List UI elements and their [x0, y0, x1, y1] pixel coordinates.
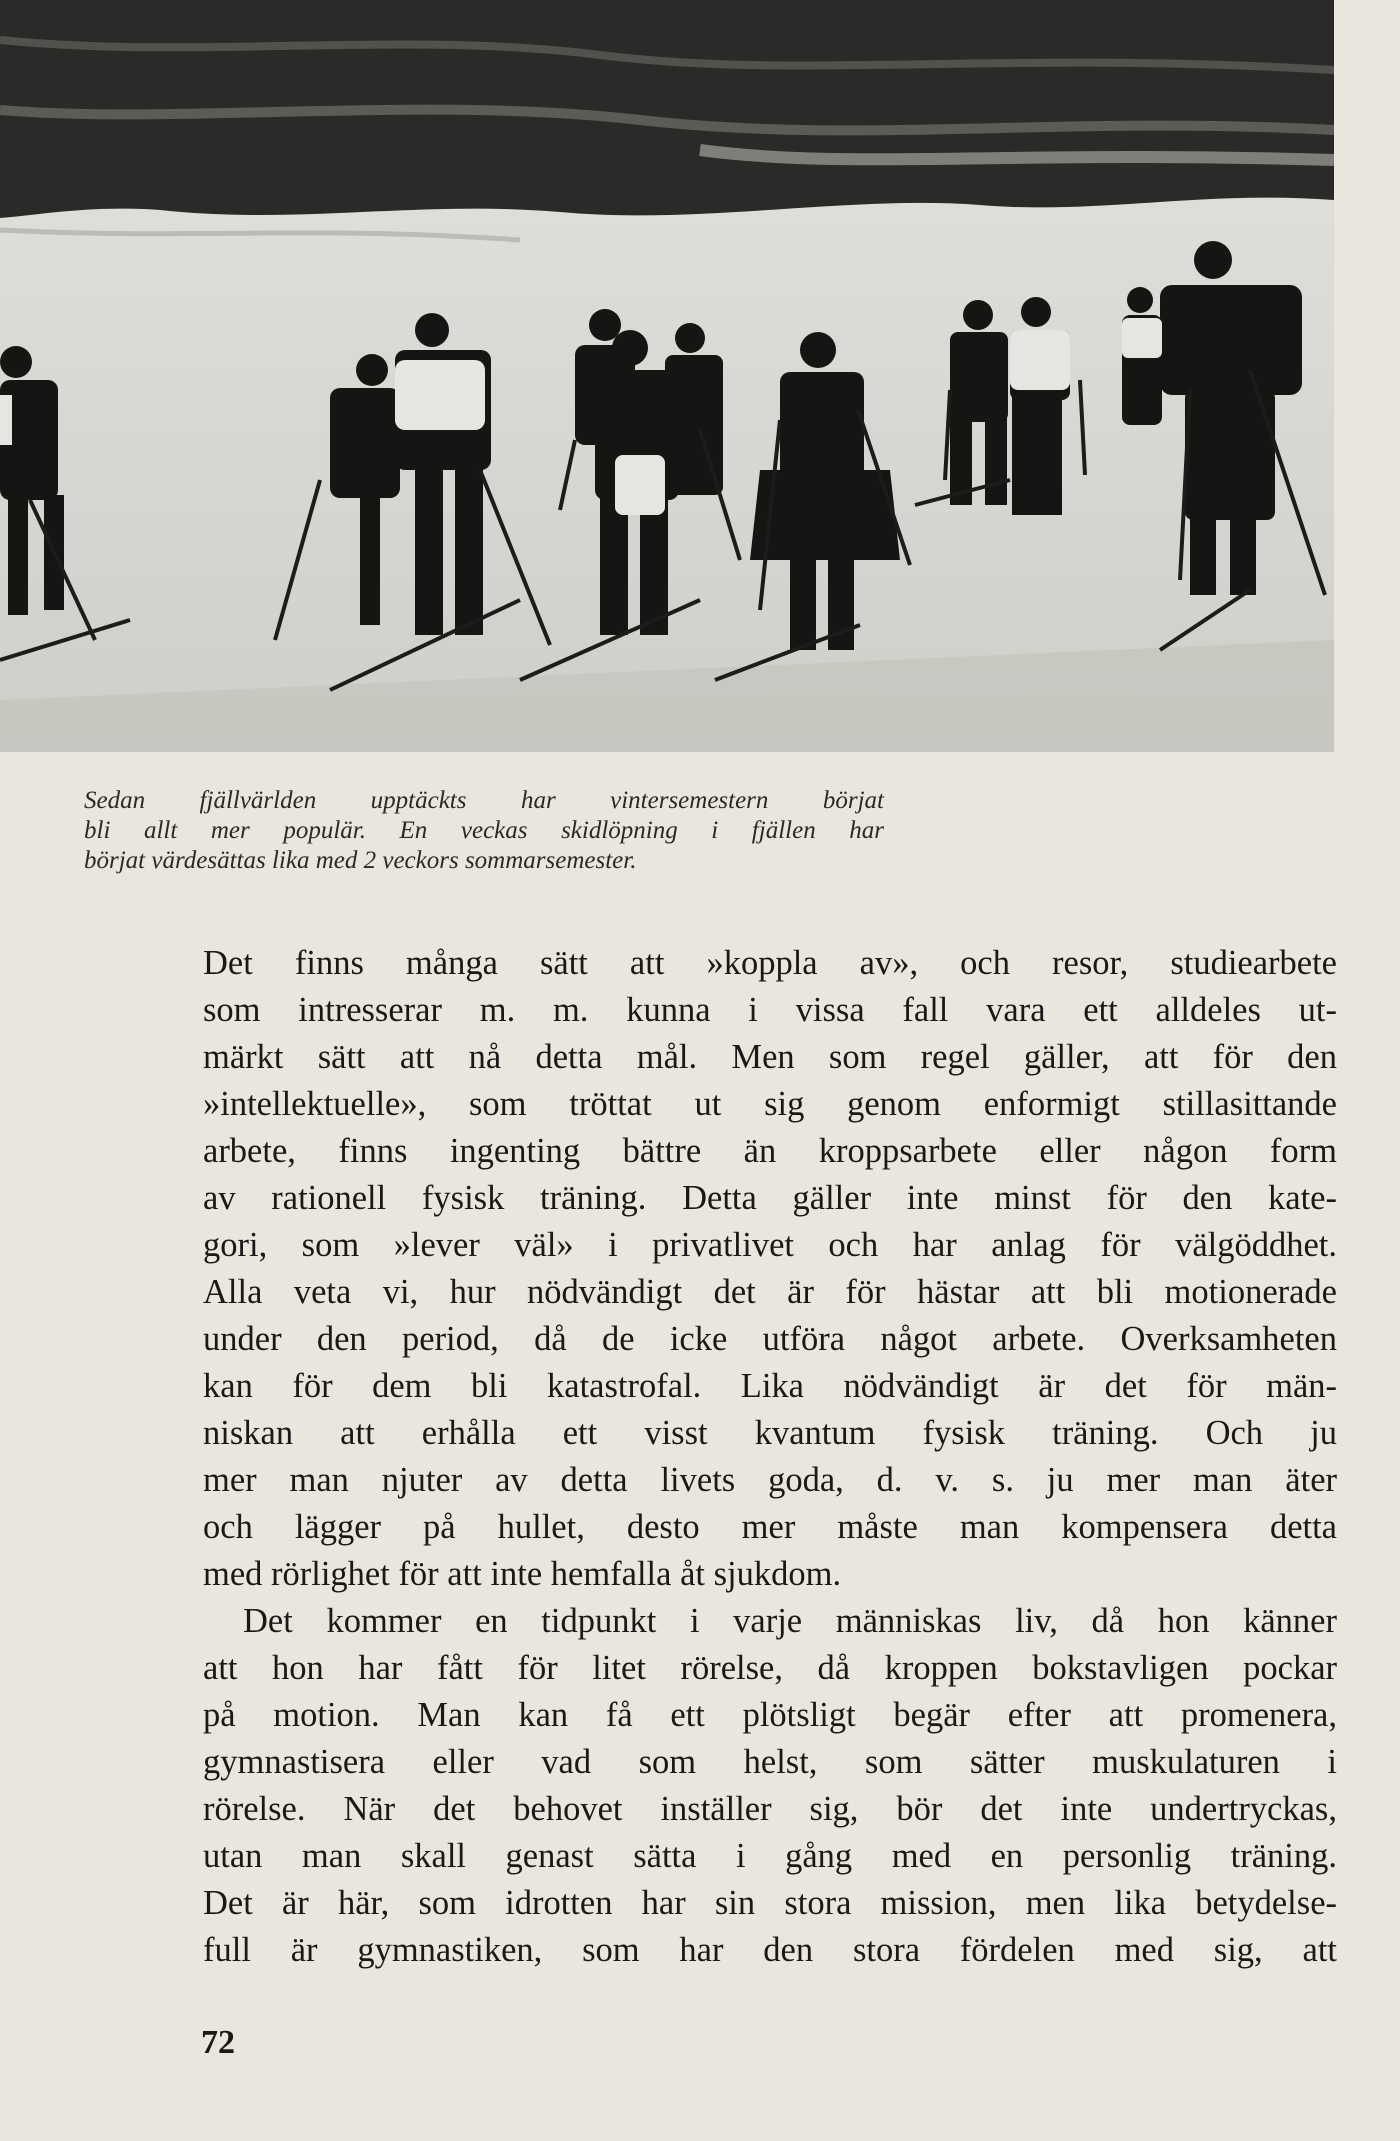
body-line: av rationell fysisk träning. Detta gäller inte minst för den kate-: [203, 1179, 1337, 1217]
skiers-photograph: [0, 0, 1334, 752]
caption-line: börjat värdesättas lika med 2 veckors sommarsemester.: [84, 847, 637, 874]
body-line: gori, som »lever väl» i privatlivet och har anlag för välgöddhet.: [203, 1226, 1337, 1264]
body-line: »intellektuelle», som tröttat ut sig genom enformigt stillasittande: [203, 1085, 1337, 1123]
body-line: Det är här, som idrotten har sin stora mission, men lika betydelse-: [203, 1884, 1337, 1922]
body-line: på motion. Man kan få ett plötsligt begär efter att promenera,: [203, 1696, 1337, 1734]
body-line: full är gymnastiken, som har den stora fördelen med sig, att: [203, 1931, 1337, 1969]
body-line: med rörlighet för att inte hemfalla åt sjukdom.: [203, 1555, 842, 1593]
body-line: och lägger på hullet, desto mer måste man kompensera detta: [203, 1508, 1337, 1546]
body-line: niskan att erhålla ett visst kvantum fysisk träning. Och ju: [203, 1414, 1337, 1452]
body-line: rörelse. När det behovet inställer sig, bör det inte undertryckas,: [203, 1790, 1337, 1828]
body-line: under den period, då de icke utföra något arbete. Overksamheten: [203, 1320, 1337, 1358]
caption-line: bli allt mer populär. En veckas skidlöpning i fjällen har: [84, 817, 884, 844]
skiers-illustration: [0, 0, 1334, 752]
body-line: märkt sätt att nå detta mål. Men som regel gäller, att för den: [203, 1038, 1337, 1076]
photo-caption: [84, 786, 884, 876]
body-line: gymnastisera eller vad som helst, som sätter muskulaturen i: [203, 1743, 1337, 1781]
body-line: kan för dem bli katastrofal. Lika nödvändigt är det för män-: [203, 1367, 1337, 1405]
body-text: [203, 940, 1337, 1974]
body-line: att hon har fått för litet rörelse, då kroppen bokstavligen pockar: [203, 1649, 1337, 1687]
body-line: som intresserar m. m. kunna i vissa fall vara ett alldeles ut-: [203, 991, 1337, 1029]
body-line: Det kommer en tidpunkt i varje människas liv, då hon känner: [243, 1602, 1337, 1640]
body-line: mer man njuter av detta livets goda, d. v. s. ju mer man äter: [203, 1461, 1337, 1499]
body-line: utan man skall genast sätta i gång med en personlig träning.: [203, 1837, 1337, 1875]
caption-line: Sedan fjällvärlden upptäckts har vintersemestern börjat: [84, 787, 884, 814]
page-number: 72: [201, 2024, 235, 2061]
body-line: arbete, finns ingenting bättre än kroppsarbete eller någon form: [203, 1132, 1337, 1170]
body-line: Det finns många sätt att »koppla av», och resor, studiearbete: [203, 944, 1337, 982]
body-line: Alla veta vi, hur nödvändigt det är för hästar att bli motionerade: [203, 1273, 1337, 1311]
